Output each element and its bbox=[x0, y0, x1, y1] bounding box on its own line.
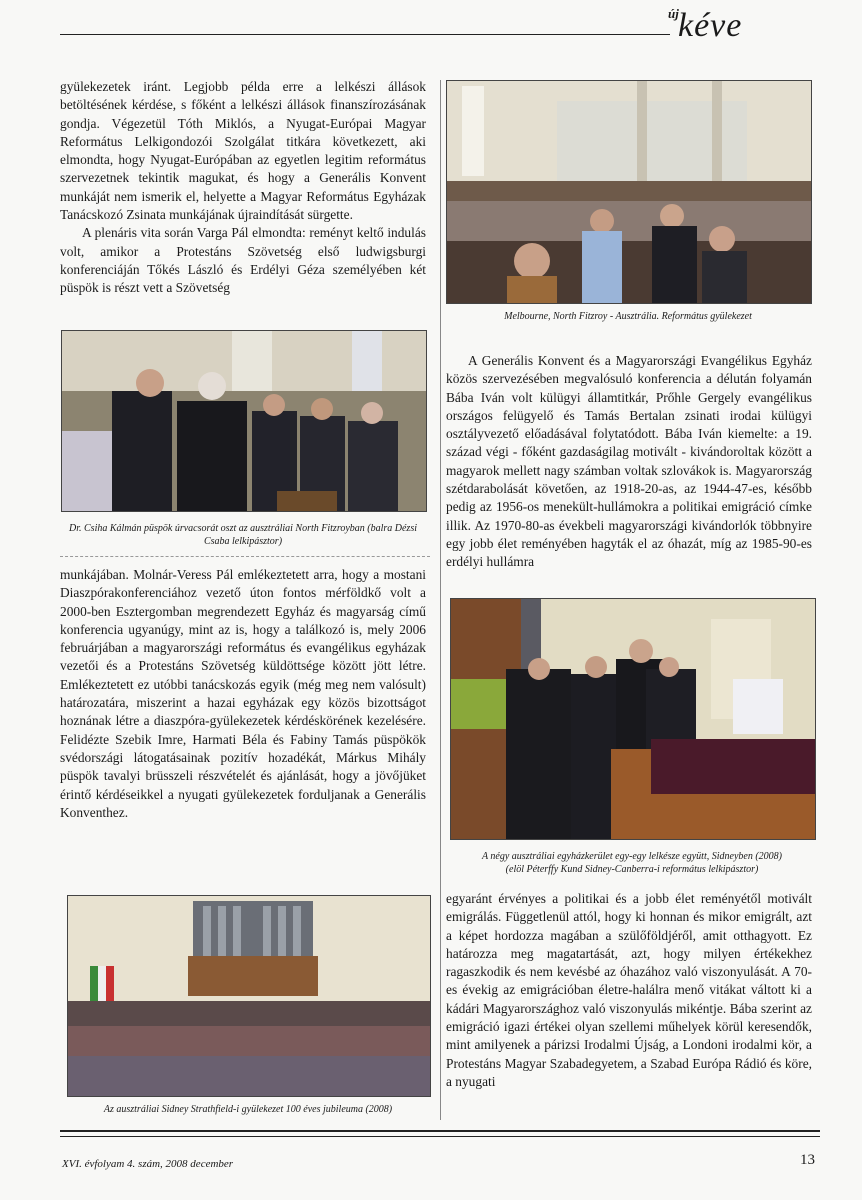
page-number: 13 bbox=[800, 1152, 815, 1168]
footer-rule-thick bbox=[60, 1130, 820, 1132]
photo-csiha-image bbox=[62, 331, 426, 511]
header-rule bbox=[60, 34, 670, 35]
footer-rule-thin bbox=[60, 1136, 820, 1137]
divider bbox=[60, 556, 430, 557]
logo-name: kéve bbox=[678, 7, 743, 44]
paragraph: A Generális Konvent és a Magyarországi Evangélikus Egyház közös szervezésében megvalósuló konferencia a délután folyamán Bába Iván volt külügyi államtitkár, Prőhle Gergely evangélikus országos felügyelő és Tamás Bertalan zsinati irodai külügyi osztályvezető előadásával folytatódott. Bába Iván kiemelte: a 19. század végi - főként gazdaságilag motivált - kivándoroltak között a magyarok mellett nagy számban voltak szlovákok is. Magyarország szétdarabolását követően, az 1918-20-as, az 1944-47-es, később pedig az 1956-os menekült-hullámokra a politikai emigráció címke illik. Az 1970-80-as évekbeli magyarországi kivándorlók többnyire egy jobb élet reményében hagyták el az óhazát, míg az 1985-90-es erdélyi hullámra bbox=[446, 353, 812, 570]
caption-pastors-line1: A négy ausztráliai egyházkerület egy-egy lelkésze együtt, Sidneyben (2008) bbox=[482, 851, 782, 862]
photo-jubilee-image bbox=[68, 896, 430, 1096]
right-column-bottom-text bbox=[446, 890, 812, 1091]
paragraph: egyaránt érvényes a politikai és a jobb élet reményétől motivált emigrálás. Függetlenül attól, hogy ki honnan és mikor emigrált, azt a képet hordozza magában a szülőföldjéről, amit otthagyott. Ez határozza meg magatartását, azt, hogy milyen értékekhez ragaszkodik és nem kevésbé az óhazához való viszonyulását. A 70-es évekig az emigrációban életre-halálra menő vitákat váltott ki a kádári Magyarországhoz való viszonyulás mikéntje. Bába szerint az emigráció igazi értékei olyan szellemi műhelyek körül keresendők, mint amilyenek a párizsi Irodalmi Újság, a Londoni irodalmi kör, a Protestáns Magyar Szabadegyetem, a Szabad Európa Rádió és köre, a nyugati bbox=[446, 891, 812, 1089]
left-column-mid-text bbox=[60, 566, 426, 822]
caption-melbourne: Melbourne, North Fitzroy - Ausztrália. Református gyülekezet bbox=[504, 311, 752, 322]
column-divider bbox=[440, 80, 441, 1120]
paragraph: A plenáris vita során Varga Pál elmondta: reményt keltő indulás volt, amikor a Protestáns Szövetség első ludwigsburgi konferenciáján Tőkés László és Erdélyi Géza személyében két püspök is részt vett a Szövetség bbox=[60, 225, 426, 296]
magazine-logo bbox=[668, 6, 818, 46]
photo-csiha-communion bbox=[61, 330, 427, 512]
issue-info: XVI. évfolyam 4. szám, 2008 december bbox=[62, 1158, 234, 1170]
caption-pastors-line2: (elöl Péterffy Kund Sidney-Canberra-i református lelkipásztor) bbox=[505, 864, 759, 875]
caption-jubilee: Az ausztráliai Sidney Strathfield-i gyülekezet 100 éves jubileuma (2008) bbox=[103, 1104, 393, 1115]
left-column-top-text bbox=[60, 78, 426, 298]
photo-melbourne-congregation bbox=[446, 80, 812, 304]
paragraph: gyülekezetek iránt. Legjobb példa erre a lelkészi állások betöltésének kérdése, s főként a lelkészi állások finanszírozásának gondja. Végezetül Tóth Miklós, a Nyugat-Európai Magyar Református Lelkigondozói Szolgálat titkára következett, aki elmondta, hogy Nyugat-Európában az egyetlen legitim református szervezetnek tekintik magukat, és hogy a Generális Konvent munkáját nem ismerik el, helyette a Magyar Református Egyházak Tanácskozó Zsinata munkájának újraindítását sürgette. bbox=[60, 79, 426, 223]
photo-melbourne-image bbox=[447, 81, 811, 303]
photo-four-pastors bbox=[450, 598, 816, 840]
photo-strathfield-jubilee bbox=[67, 895, 431, 1097]
photo-pastors-image bbox=[451, 599, 815, 839]
logo-prefix: új bbox=[668, 6, 679, 21]
right-column-mid-text bbox=[446, 352, 812, 572]
caption-csiha: Dr. Csiha Kálmán püspök úrvacsorát oszt az ausztráliai North Fitzroyban (balra Dézsi Csaba lelkipásztor) bbox=[69, 523, 417, 547]
paragraph: munkájában. Molnár-Veress Pál emlékeztetett arra, hogy a mostani Diaszpórakonferenciához vezető úton fontos mérföldkő volt a 2000-ben Esztergomban megrendezett Egyház és magyarság című konferencia ugyanúgy, mint az is, hogy a találkozó is, mely 2006 februárjában a magyarországi református és evangélikus egyházak vezetői és a Protestáns Szövetség küldöttsége között jött létre. Emlékeztetett ez utóbbi tanácskozás egyik (még meg nem valósult) határozatára, miszerint a hazai egyházak egy közös bizottságot hoznának létre a diaszpóra-gyülekezetek kérdéskörének kezelésére. Felidézte Szebik Imre, Harmati Béla és Fabiny Tamás püspökök svédországi látogatásainak pozitív hozadékát, Márkus Mihály püspök tavalyi brüsszeli részvételét és ajánlását, hogy a jövőjüket érintő kérdéseikkel a nyugati gyülekezetek forduljanak a Generális Konventhez. bbox=[60, 567, 426, 820]
